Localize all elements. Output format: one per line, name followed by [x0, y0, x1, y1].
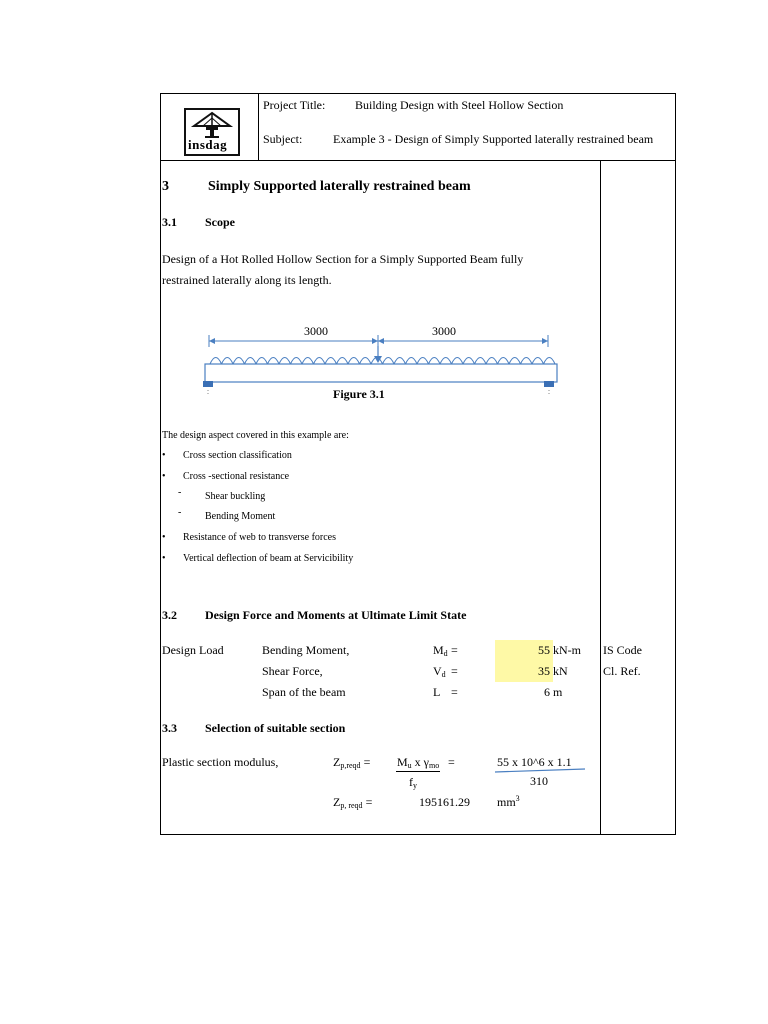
section-3-number: 3 [162, 179, 169, 194]
header-divider [258, 93, 259, 161]
plastic-modulus-label: Plastic section modulus, [162, 755, 279, 769]
load-equals: = [451, 664, 458, 678]
insdag-logo [184, 108, 240, 156]
section-3-title: Simply Supported laterally restrained beam [208, 179, 471, 194]
header-bottom-rule [160, 160, 676, 161]
section-3-2-number: 3.2 [162, 608, 177, 622]
beam-diagram-svg [200, 320, 570, 400]
aspect-item: Cross section classification [183, 450, 292, 461]
formula-denominator: $f_y$ [409, 775, 417, 790]
z-reqd-result-value: 195161.29 [419, 795, 470, 809]
project-title-value: Building Design with Steel Hollow Section [355, 98, 564, 112]
scope-paragraph-line2: restrained laterally along its length. [162, 273, 332, 287]
aspect-item: Cross -sectional resistance [183, 471, 290, 482]
aspect-marker: • [162, 553, 166, 564]
beam-figure [200, 320, 570, 400]
load-symbol: $V_d$ [433, 664, 446, 679]
dimension-right-label: 3000 [432, 324, 456, 338]
load-value: 6 [544, 685, 550, 699]
load-value: 55 [538, 643, 550, 657]
aspect-marker: • [162, 450, 166, 461]
z-reqd-result-symbol: $Z_{p, reqd}$ = [333, 795, 373, 810]
is-code-ref: IS Code [603, 643, 642, 657]
subject-label: Subject: [263, 132, 303, 146]
aspect-marker: - [178, 507, 182, 518]
load-equals: = [451, 643, 458, 657]
load-value: 35 [538, 664, 550, 678]
z-reqd-symbol: $Z_{p,reqd}$ = [333, 755, 371, 770]
figure-caption: Figure 3.1 [333, 387, 385, 401]
section-3-1-number: 3.1 [162, 215, 177, 229]
aspect-item: Shear buckling [205, 491, 266, 502]
load-unit: kN-m [553, 643, 581, 657]
logo-text: insdag [188, 137, 228, 152]
calc-denominator: 310 [530, 774, 548, 788]
aspect-marker: • [162, 532, 166, 543]
aspects-intro: The design aspect covered in this example are: [162, 430, 349, 441]
load-label: Bending Moment, [262, 643, 350, 657]
load-label: Shear Force, [262, 664, 323, 678]
aspect-marker: - [178, 487, 182, 498]
section-3-3-number: 3.3 [162, 721, 177, 735]
udl-wave [210, 358, 555, 365]
load-label: Span of the beam [262, 685, 346, 699]
z-reqd-result-unit: $mm^3$ [497, 794, 520, 809]
load-equals: = [451, 685, 458, 699]
design-load-label: Design Load [162, 643, 224, 657]
aspect-item: Resistance of web to transverse forces [183, 532, 336, 543]
section-3-2-title: Design Force and Moments at Ultimate Limit State [205, 608, 467, 622]
formula-fraction-bar [396, 771, 440, 772]
subject-value: Example 3 - Design of Simply Supported laterally restrained beam [333, 132, 654, 146]
aspect-item: Vertical deflection of beam at Servicibility [183, 553, 354, 564]
scope-paragraph-line1: Design of a Hot Rolled Hollow Section for a Simply Supported Beam fully [162, 252, 524, 266]
load-unit: kN [553, 664, 568, 678]
section-3-3-title: Selection of suitable section [205, 721, 346, 735]
calc-numerator: 55 x 10^6 x 1.1 [497, 755, 572, 769]
load-symbol: $M_d$ [433, 643, 448, 658]
aspect-marker: • [162, 471, 166, 482]
section-3-1-title: Scope [205, 215, 235, 229]
load-symbol: L [433, 685, 441, 699]
dimension-left-label: 3000 [304, 324, 328, 338]
load-unit: m [553, 685, 563, 699]
project-title-label: Project Title: [263, 98, 326, 112]
clause-ref: Cl. Ref. [603, 664, 641, 678]
reference-column-divider [600, 160, 601, 835]
formula-numerator: $M_u$ x $\gamma_{mo}$ [397, 755, 440, 770]
aspect-item: Bending Moment [205, 511, 276, 522]
formula-equals: = [448, 755, 455, 769]
